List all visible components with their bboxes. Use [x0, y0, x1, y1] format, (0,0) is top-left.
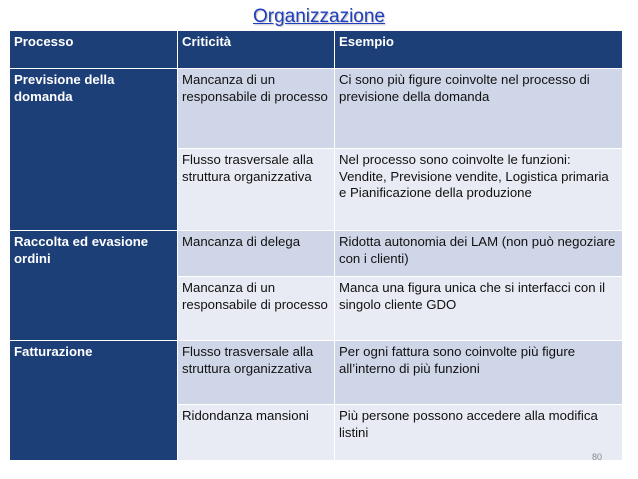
table-header-row — [10, 31, 623, 69]
process-cell: Previsione della domanda — [10, 69, 178, 231]
esempio-cell: Nel processo sono coinvolte le funzioni: Vendite, Previsione vendite, Logistica primaria e Pianificazione della produzione — [335, 149, 623, 231]
criticita-cell: Flusso trasversale alla struttura organizzativa — [178, 149, 335, 231]
esempio-cell: Ci sono più figure coinvolte nel processo di previsione della domanda — [335, 69, 623, 149]
esempio-cell: Ridotta autonomia dei LAM (non può negoziare con i clienti) — [335, 231, 623, 277]
criticita-cell: Mancanza di un responsabile di processo — [178, 69, 335, 149]
process-cell: Fatturazione — [10, 341, 178, 461]
slide-title: Organizzazione — [252, 6, 386, 27]
organization-table — [9, 30, 623, 461]
esempio-cell: Per ogni fattura sono coinvolte più figure all’interno di più funzioni — [335, 341, 623, 405]
criticita-cell: Ridondanza mansioni — [178, 405, 335, 461]
header-criticita: Criticità — [178, 31, 335, 69]
esempio-cell: Più persone possono accedere alla modifica listini — [335, 405, 623, 461]
page-number: 80 — [592, 452, 603, 462]
esempio-cell: Manca una figura unica che si interfacci con il singolo cliente GDO — [335, 277, 623, 341]
table-row — [10, 231, 623, 277]
criticita-cell: Flusso trasversale alla struttura organizzativa — [178, 341, 335, 405]
table-row — [10, 341, 623, 405]
process-cell: Raccolta ed evasione ordini — [10, 231, 178, 341]
criticita-cell: Mancanza di un responsabile di processo — [178, 277, 335, 341]
table-row — [10, 69, 623, 149]
header-processo: Processo — [10, 31, 178, 69]
criticita-cell: Mancanza di delega — [178, 231, 335, 277]
header-esempio: Esempio — [335, 31, 623, 69]
